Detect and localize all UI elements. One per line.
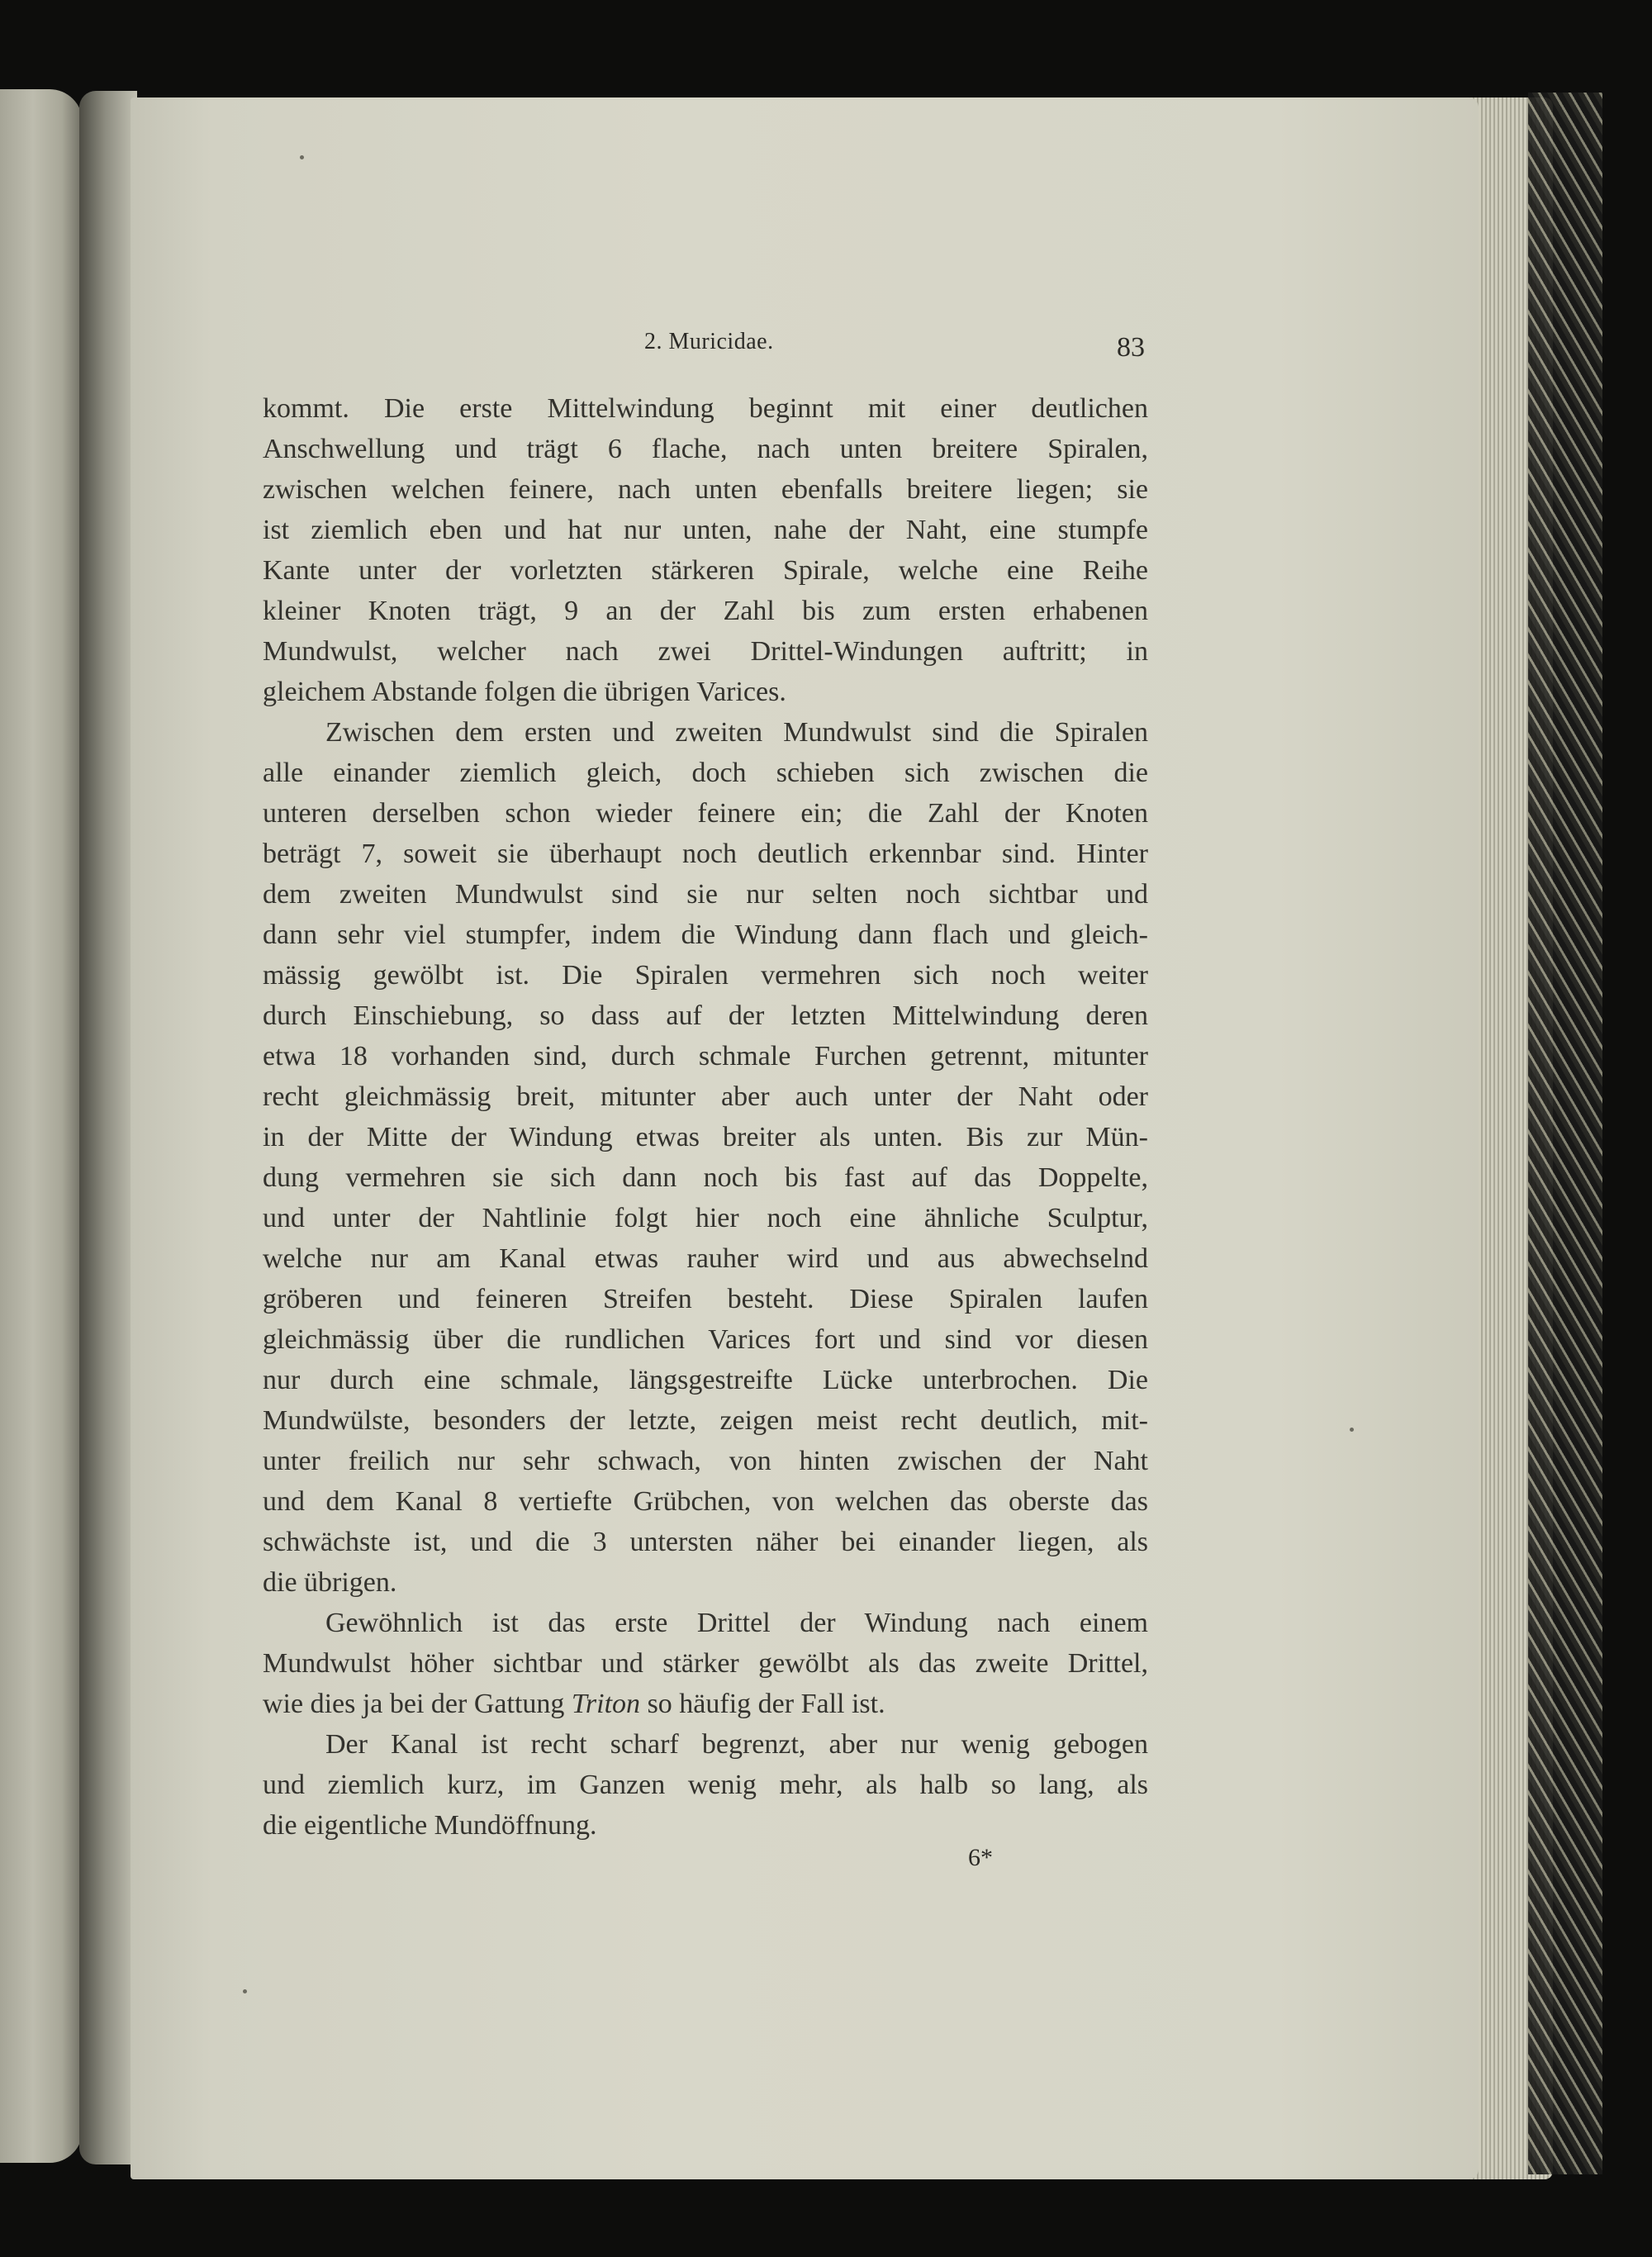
text-line: etwa 18 vorhanden sind, durch schmale Furchen getrennt, mitunter — [263, 1041, 1148, 1071]
text-line: schwächste ist, und die 3 untersten näher bei einander liegen, als — [263, 1527, 1148, 1557]
text-line: Gewöhnlich ist das erste Drittel der Windung nach einem — [325, 1608, 1148, 1638]
text-run: so häufig der Fall ist. — [647, 1689, 885, 1719]
text-line: alle einander ziemlich gleich, doch schieben sich zwischen die — [263, 758, 1148, 788]
text-line: Mundwulst, welcher nach zwei Drittel-Windungen auftritt; in — [263, 636, 1148, 667]
text-line: Der Kanal ist recht scharf begrenzt, aber nur wenig gebogen — [325, 1729, 1148, 1760]
text-line: gleichmässig über die rundlichen Varices fort und sind vor diesen — [263, 1324, 1148, 1355]
paper-speck — [300, 155, 304, 159]
text-line: unter freilich nur sehr schwach, von hinten zwischen der Naht — [263, 1446, 1148, 1476]
text-line: nur durch eine schmale, längsgestreifte Lücke unterbrochen. Die — [263, 1365, 1148, 1395]
text-line: Kante unter der vorletzten stärkeren Spirale, welche eine Reihe — [263, 555, 1148, 586]
text-line: mässig gewölbt ist. Die Spiralen vermehren sich noch weiter — [263, 960, 1148, 991]
text-line: welche nur am Kanal etwas rauher wird und aus abwechselnd — [263, 1243, 1148, 1274]
body-text — [263, 388, 1148, 1846]
signature-mark: 6* — [968, 1844, 993, 1871]
text-line: dann sehr viel stumpfer, indem die Windung dann flach und gleich- — [263, 919, 1148, 950]
text-line: die übrigen. — [263, 1567, 397, 1598]
text-line: dung vermehren sie sich dann noch bis fast auf das Doppelte, — [263, 1162, 1148, 1193]
text-line: Mundwülste, besonders der letzte, zeigen meist recht deutlich, mit- — [263, 1405, 1148, 1436]
text-line: gleichem Abstande folgen die übrigen Varices. — [263, 677, 786, 707]
text-line: Mundwulst höher sichtbar und stärker gewölbt als das zweite Drittel, — [263, 1648, 1148, 1679]
genus-name: Triton — [571, 1689, 641, 1719]
text-line: Anschwellung und trägt 6 flache, nach unten breitere Spiralen, — [263, 434, 1148, 464]
text-run: wie dies ja bei der Gattung — [263, 1689, 565, 1719]
text-line: in der Mitte der Windung etwas breiter als unten. Bis zur Mün- — [263, 1122, 1148, 1152]
text-line: und ziemlich kurz, im Ganzen wenig mehr, als halb so lang, als — [263, 1770, 1148, 1800]
text-line: zwischen welchen feinere, nach unten ebenfalls breitere liegen; sie — [263, 474, 1148, 505]
book-binding — [1528, 93, 1602, 2174]
text-line — [263, 1684, 1148, 1724]
text-line: und dem Kanal 8 vertiefte Grübchen, von welchen das oberste das — [263, 1486, 1148, 1517]
text-line: ist ziemlich eben und hat nur unten, nahe der Naht, eine stumpfe — [263, 515, 1148, 545]
text-line: dem zweiten Mundwulst sind sie nur selten noch sichtbar und — [263, 879, 1148, 910]
page-number: 83 — [1117, 332, 1145, 363]
text-line: und unter der Nahtlinie folgt hier noch eine ähnliche Sculptur, — [263, 1203, 1148, 1233]
facing-page-edge — [0, 89, 83, 2163]
running-head: 2. Muricidae. — [644, 329, 774, 354]
paper-speck — [1350, 1428, 1354, 1432]
paper-speck — [243, 1989, 247, 1993]
gutter-shadow — [79, 91, 137, 2164]
text-line: recht gleichmässig breit, mitunter aber auch unter der Naht oder — [263, 1081, 1148, 1112]
text-line: die eigentliche Mundöffnung. — [263, 1810, 597, 1841]
text-line: gröberen und feineren Streifen besteht. Diese Spiralen laufen — [263, 1284, 1148, 1314]
text-line: unteren derselben schon wieder feinere ein; die Zahl der Knoten — [263, 798, 1148, 829]
text-line: durch Einschiebung, so dass auf der letzten Mittelwindung deren — [263, 1000, 1148, 1031]
text-line: beträgt 7, soweit sie überhaupt noch deutlich erkennbar sind. Hinter — [263, 839, 1148, 869]
text-line: Zwischen dem ersten und zweiten Mundwulst sind die Spiralen — [325, 717, 1148, 748]
text-line: kleiner Knoten trägt, 9 an der Zahl bis zum ersten erhabenen — [263, 596, 1148, 626]
text-line: kommt. Die erste Mittelwindung beginnt mit einer deutlichen — [263, 393, 1148, 424]
